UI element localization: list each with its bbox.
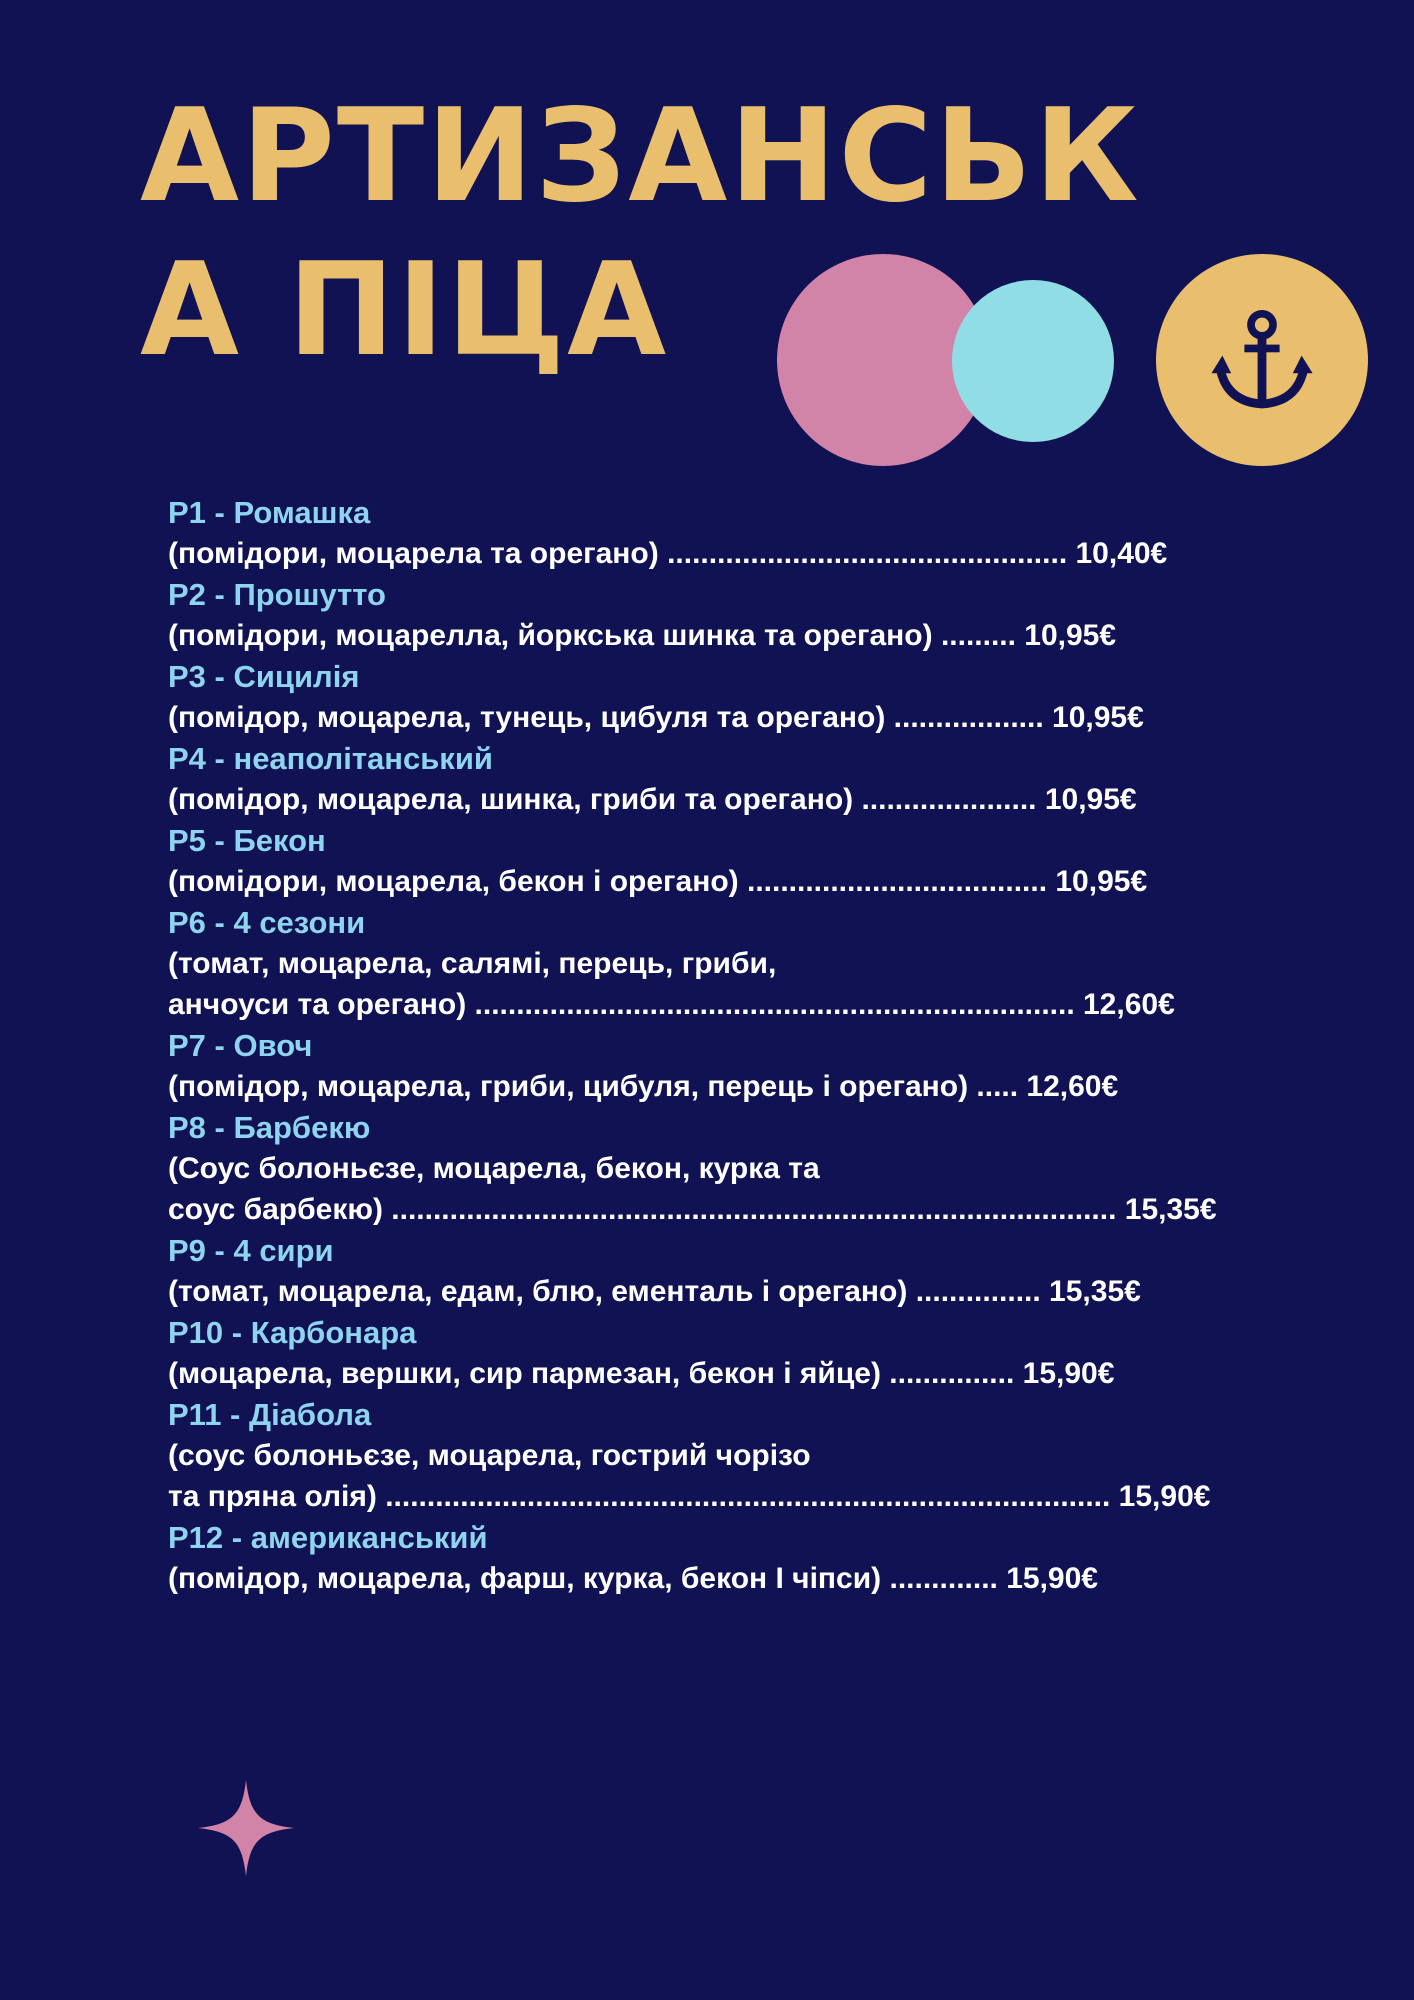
- menu-item-name: P2 - Прошутто: [168, 577, 386, 612]
- sparkle-star-icon: [198, 1780, 294, 1876]
- menu-item-description: (помідор, моцарела, шинка, гриби та орегано) ..................... 10,95€: [168, 783, 1137, 816]
- menu-item-name: P7 - Овоч: [168, 1028, 313, 1063]
- menu-item-description: (Соус болоньєзе, моцарела, бекон, курка та соус барбекю) ....................................................................................... 15,35€: [168, 1152, 1217, 1226]
- menu-item-description: (помідори, моцарела, бекон і орегано) .................................... 10,95€: [168, 865, 1148, 898]
- menu-item: [168, 1394, 1248, 1517]
- menu-item-name: P3 - Сицилія: [168, 659, 360, 694]
- menu-title-line-2: А ПІЦА: [140, 236, 669, 385]
- menu-item-name: P12 - американський: [168, 1520, 488, 1555]
- menu-item-name: P6 - 4 сезони: [168, 905, 366, 940]
- menu-item-name: P5 - Бекон: [168, 823, 326, 858]
- menu-item: [168, 1025, 1248, 1107]
- menu-item: [168, 1312, 1248, 1394]
- pizza-menu-list: [168, 492, 1248, 1599]
- menu-item-description: (моцарела, вершки, сир пармезан, бекон і яйце) ............... 15,90€: [168, 1357, 1115, 1390]
- menu-item-description: (томат, моцарела, салямі, перець, гриби, анчоуси та орегано) ........................................................................ 12,60€: [168, 947, 1175, 1021]
- menu-item: [168, 820, 1248, 902]
- anchor-icon: [1207, 305, 1317, 415]
- menu-item: [168, 492, 1248, 574]
- menu-item-name: P9 - 4 сири: [168, 1233, 334, 1268]
- menu-item: [168, 656, 1248, 738]
- cyan-circle-decoration: [952, 280, 1114, 442]
- menu-item-description: (соус болоньєзе, моцарела, гострий чорізо та пряна олія) ....................................................................................... 15,90€: [168, 1439, 1211, 1513]
- menu-item: [168, 1107, 1248, 1230]
- menu-item-name: P1 - Ромашка: [168, 495, 371, 530]
- menu-item-name: P10 - Карбонара: [168, 1315, 417, 1350]
- menu-item-description: (помідори, моцарелла, йоркська шинка та орегано) ......... 10,95€: [168, 619, 1117, 652]
- menu-title-line-1: АРТИЗАНСЬК: [140, 82, 1141, 231]
- menu-item: [168, 1230, 1248, 1312]
- menu-item: [168, 738, 1248, 820]
- menu-item: [168, 1517, 1248, 1599]
- menu-item-name: P4 - неаполітанський: [168, 741, 493, 776]
- menu-item-description: (помідор, моцарела, тунець, цибуля та орегано) .................. 10,95€: [168, 701, 1144, 734]
- menu-item: [168, 902, 1248, 1025]
- menu-item-description: (помідор, моцарела, гриби, цибуля, перець і орегано) ..... 12,60€: [168, 1070, 1119, 1103]
- menu-item-name: P11 - Діабола: [168, 1397, 372, 1432]
- menu-item-description: (томат, моцарела, едам, блю, ементаль і орегано) ............... 15,35€: [168, 1275, 1141, 1308]
- menu-item-description: (помідор, моцарела, фарш, курка, бекон І чіпси) ............. 15,90€: [168, 1562, 1098, 1595]
- menu-item-description: (помідори, моцарела та орегано) ................................................ 10,40€: [168, 537, 1168, 570]
- anchor-badge: [1156, 254, 1368, 466]
- menu-item-name: P8 - Барбекю: [168, 1110, 371, 1145]
- menu-item: [168, 574, 1248, 656]
